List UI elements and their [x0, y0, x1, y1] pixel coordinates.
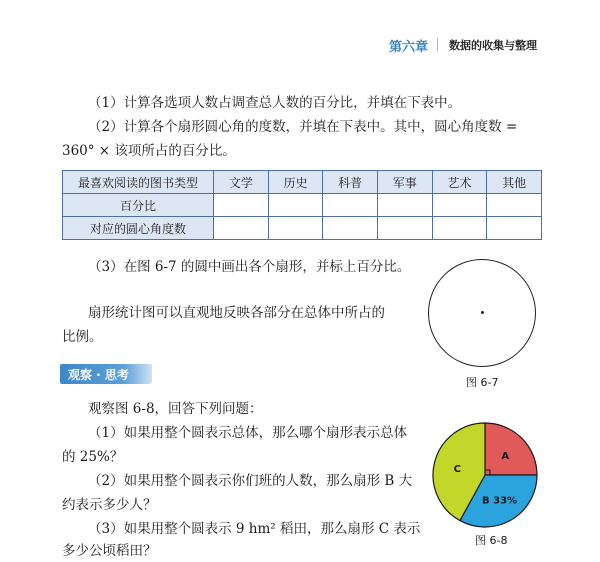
table-cell: [268, 217, 323, 240]
pie-label-c: C: [453, 463, 461, 475]
circle-center-dot: [481, 311, 484, 314]
table-cell: [487, 217, 542, 240]
table-col-header: 军事: [377, 171, 432, 194]
instruction-1: （1）计算各选项人数占调查总人数的百分比，并填在下表中。: [88, 95, 462, 111]
instruction-2: （2）计算各个扇形圆心角的度数，并填在下表中。其中，圆心角度数 =: [88, 119, 518, 135]
observe-think-tag: [60, 364, 152, 384]
table-header-label: 最喜欢阅读的图书类型: [63, 171, 214, 194]
table-cell: [268, 194, 323, 217]
table-cell: [377, 217, 432, 240]
table-cell: [377, 194, 432, 217]
table-cell: [432, 194, 487, 217]
table-cell: [432, 217, 487, 240]
question-2-cont: 约表示多少人？: [62, 497, 157, 513]
pie-label-a: A: [501, 450, 510, 462]
table-cell: [323, 217, 378, 240]
question-1: （1）如果用整个圆表示总体，那么哪个扇形表示总体: [88, 425, 408, 441]
table-col-header: 科普: [323, 171, 378, 194]
table-col-header: 艺术: [432, 171, 487, 194]
question-2: （2）如果用整个圆表示你们班的人数，那么扇形 B 大: [88, 473, 413, 489]
row-label-angle: 对应的圆心角度数: [63, 217, 214, 240]
concept-text: 扇形统计图可以直观地反映各部分在总体中所占的: [88, 305, 385, 321]
instruction-3: （3）在图 6-7 的圆中画出各个扇形，并标上百分比。: [88, 259, 411, 275]
concept-text-cont: 比例。: [62, 329, 103, 345]
pie-slice-a: [485, 423, 537, 475]
table-col-header: 历史: [268, 171, 323, 194]
data-table: [62, 170, 542, 240]
table-cell: [487, 194, 542, 217]
figure-6-8-caption: 图 6-8: [475, 534, 508, 547]
question-3-cont: 多少公顷稻田？: [62, 543, 157, 559]
table-col-header: 其他: [487, 171, 542, 194]
question-intro: 观察图 6-8，回答下列问题：: [88, 401, 263, 417]
table-header-row: [63, 171, 542, 194]
table-cell: [214, 194, 269, 217]
pie-chart-6-8: [430, 420, 540, 530]
instruction-2-cont: 360° × 该项所占的百分比。: [62, 143, 236, 159]
header-divider: [437, 38, 438, 51]
table-cell: [214, 217, 269, 240]
table-row: [63, 194, 542, 217]
question-1-cont: 的 25%？: [62, 449, 124, 465]
row-label-percent: 百分比: [63, 194, 214, 217]
chapter-label: 第六章: [389, 40, 429, 55]
pie-label-b: B 33%: [482, 495, 518, 507]
observe-think-label: 观察 · 思考: [68, 368, 129, 382]
figure-6-7-caption: 图 6-7: [466, 376, 499, 389]
table-row: [63, 217, 542, 240]
page-header: [0, 36, 600, 56]
table-col-header: 文学: [214, 171, 269, 194]
section-title: 数据的收集与整理: [449, 39, 537, 52]
question-3: （3）如果用整个圆表示 9 hm² 稻田，那么扇形 C 表示: [88, 521, 421, 537]
table-cell: [323, 194, 378, 217]
